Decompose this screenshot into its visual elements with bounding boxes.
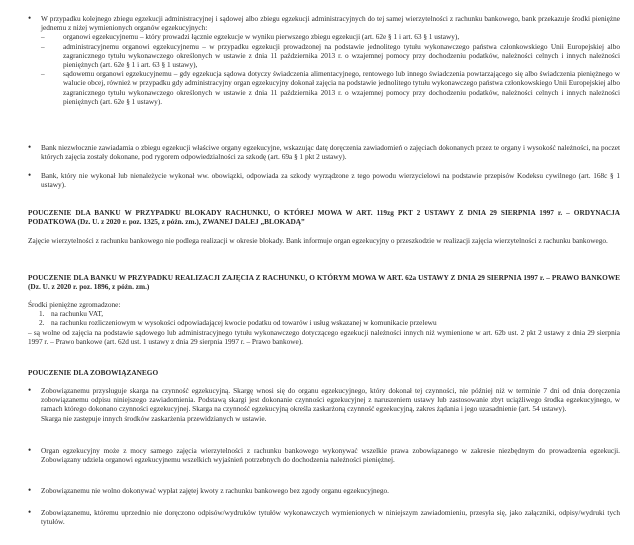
organ-rights-bullet — [28, 446, 620, 464]
paragraph: – są wolne od zajęcia na podstawie sądowego lub administracyjnego tytułu wykonawczego dotyczącego egzekucji należności innych niż wymienione w art. 62b ust. 2 pkt 2 ustawy z dnia 29 sierpnia 1997 r. – Prawo bankowe (art. 62d ust. 1 ustawy z dnia 29 sierpnia 1997 r. – Prawo bankowe). — [28, 327, 620, 346]
dash-item: – organowi egzekucyjnemu – który prowadzi łącznie egzekucje w wyniku pierwszego zbiegu egzekucji (art. 62e § 1 i art. 63 § 1 ustawy), — [41, 32, 460, 42]
list-item — [28, 143, 620, 161]
list-item — [28, 171, 620, 189]
copies-bullet — [28, 508, 620, 526]
liability-bullet — [28, 171, 620, 189]
dash-list — [41, 32, 620, 106]
list-item: 2. na rachunku rozliczeniowym w wysokości odpowiadającej kwocie podatku od towarów i usług wskazanej w komunikacie przelewu — [39, 318, 437, 328]
dash-item: – sądowemu organowi egzekucyjnemu – gdy egzekucja sądowa dotyczy świadczenia alimentacyjnego, rentowego lub innego świadczenia powtarzającego się albo świadczenia pieniężnego w walucie obcej, również w przypadku gdy administracyjny organ egzekucyjny dokonał zajęcia na podstawie jednolitego tytułu wykonawczego państwa członkowskiego Unii Europejskiej albo zagranicznego tytułu wykonawczego określonych w ustawie z dnia 11 października 2013 r. o wzajemnej pomocy przy dochodzeniu podatków, należności celnych i innych należności pieniężnych (art. 62e § 1 ustawy). — [41, 69, 620, 106]
list-item: 1. na rachunku VAT, — [39, 309, 104, 319]
paragraph: • W przypadku kolejnego zbiegu egzekucji administracyjnej i sądowej albo zbiegu egzekucji administracyjnych do tej samej wierzytelności z rachunku bankowego, bank przekazuje środki pieniężne jednemu z niżej wymienionych organów egzekucyjnych: — [41, 14, 620, 33]
paragraph: • Zobowiązanemu nie wolno dokonywać wypłat zajętej kwoty z rachunku bankowego bez zgody organu egzekucyjnego. — [41, 486, 389, 495]
paragraph: • Bank niezwłocznie zawiadamia o zbiegu egzekucji właściwe organy egzekucyjne, wskazując datę doręczenia zawiadomień o zajęciach dokonanych przez te organy i wysokość należności, na poczet których zajęcia zostały dokonane, pod rygorem odpowiedzialności za szkodę (art. 69a § 1 pkt 2 ustawy). — [41, 143, 620, 162]
notification-bullet — [28, 143, 620, 161]
section-heading: POUCZENIE DLA BANKU W PRZYPADKU BLOKADY RACHUNKU, O KTÓREJ MOWA W ART. 119zg PKT 2 USTAWY Z DNIA 29 SIERPNIA 1997 r. – ORDYNACJA PODATKOWA (Dz. U. z 2020 r. poz. 1325, z późn. zm.), ZWANEJ DALEJ „BLOKADĄ” — [28, 208, 620, 227]
list-item — [28, 486, 620, 495]
list-item — [28, 508, 620, 526]
vat-exemption-block — [28, 300, 620, 346]
paragraph: Środki pieniężne zgromadzone: — [28, 300, 121, 309]
section-heading: POUCZENIE DLA ZOBOWIĄZANEGO — [28, 368, 159, 377]
paragraph: Zajęcie wierzytelności z rachunku bankowego nie podlega realizacji w okresie blokady. Bank informuje organ egzekucyjny o przeszkodzie w realizacji zajęcia wierzytelności z rachunku bankowego. — [28, 236, 608, 245]
list-item — [28, 386, 620, 423]
paragraph: Skarga nie zastępuje innych środków zaskarżenia przewidzianych w ustawie. — [41, 413, 267, 423]
list-item — [28, 446, 620, 464]
numbered-list — [28, 309, 620, 327]
complaint-bullet — [28, 386, 620, 423]
paragraph: • Organ egzekucyjny może z mocy samego zajęcia wierzytelności z rachunku bankowego wykonywać wszelkie prawa zobowiązanego w zakresie niezbędnym do prowadzenia egzekucji. Zobowiązany udziela organowi egzekucyjnemu wszelkich wyjaśnień potrzebnych do dochodzenia należności pieniężnej. — [41, 446, 620, 465]
dash-item: – administracyjnemu organowi egzekucyjnemu – w przypadku egzekucji prowadzonej na podstawie jednolitego tytułu wykonawczego państwa członkowskiego Unii Europejskiej albo zagranicznego tytułu wykonawczego określonych w ustawie z dnia 11 października 2013 r. o wzajemnej pomocy przy dochodzeniu podatków, należności celnych i innych należności pieniężnych (art. 62e § 1 i art. 63 § 1 ustawy), — [41, 41, 620, 70]
paragraph: • Zobowiązanemu przysługuje skarga na czynność egzekucyjną. Skargę wnosi się do organu egzekucyjnego, który dokonał tej czynności, nie później niż w terminie 7 dni od dnia doręczenia zobowiązanemu odpisu niniejszego zawiadomienia. Podstawą skargi jest dokonanie czynności egzekucyjnej z naruszeniem ustawy lub zastosowanie zbyt uciążliwego środka egzekucyjnego, w ramach którego dokonano czynności egzekucyjnej. Skarga na czynność egzekucyjną określa zaskarżoną czynność egzekucyjną, zakres żądania i jego uzasadnienie (art. 54 ustawy). — [41, 386, 620, 414]
no-withdrawal-bullet — [28, 486, 620, 495]
paragraph: • Bank, który nie wykonał lub nienależycie wykonał ww. obowiązki, odpowiada za szkody wyrządzone z tego powodu wierzycielowi na podstawie przepisów Kodeksu cywilnego (art. 168c § 1 ustawy). — [41, 171, 620, 190]
paragraph: • Zobowiązanemu, któremu uprzednio nie doręczono odpisów/wydruków tytułów wykonawczych wymienionych w niniejszym zawiadomieniu, przesyła się, jako załączniki, odpisy/wydruki tych tytułów. — [41, 508, 620, 527]
section-heading: POUCZENIE DLA BANKU W PRZYPADKU REALIZACJI ZAJĘCIA Z RACHUNKU, O KTÓRYM MOWA W ART. 62a USTAWY Z DNIA 29 SIERPNIA 1997 r. – PRAWO BANKOWE (Dz. U. z 2020 r. poz. 1896, z późn. zm.) — [28, 273, 620, 292]
list-item — [28, 14, 620, 106]
concurrence-bullet — [28, 14, 620, 106]
